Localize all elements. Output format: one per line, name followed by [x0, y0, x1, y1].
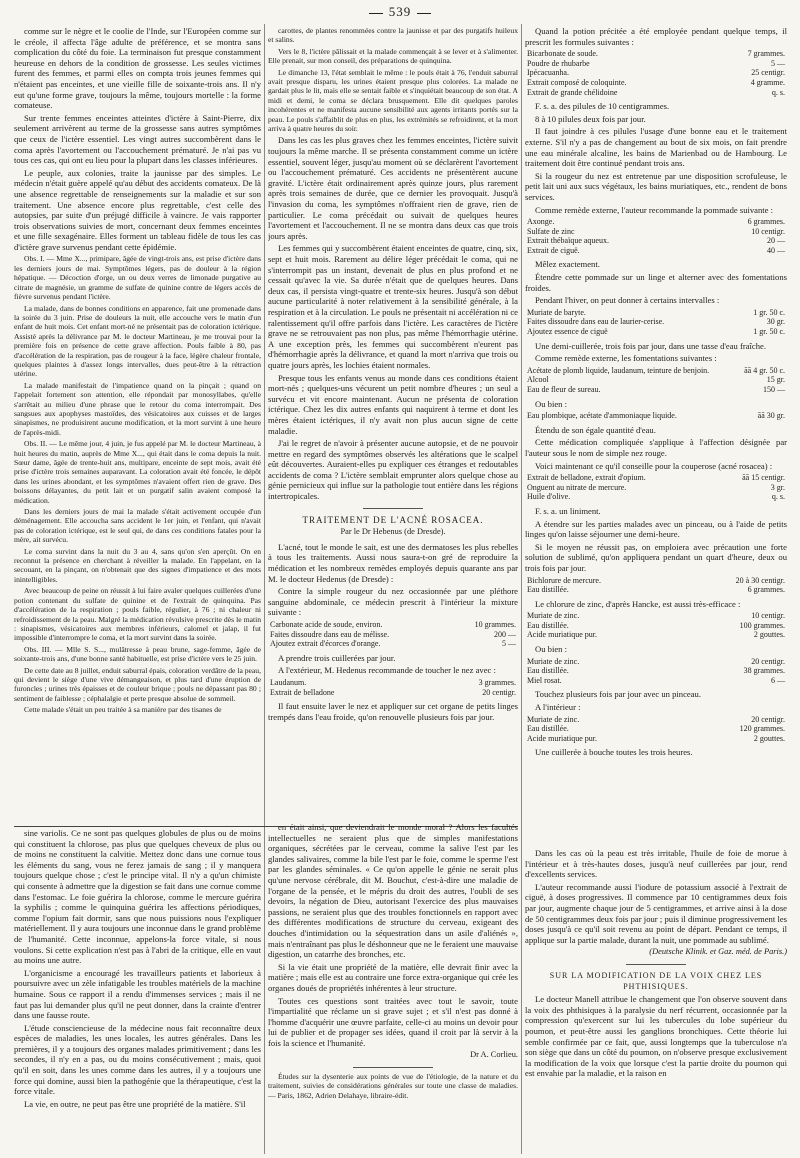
paragraph: L'organicisme a encouragé les travailleurs patients et laborieux à poursuivre avec un zèle infatigable les troubles matériels de la machine humaine. Sous ce rapport il a rendu d'immenses services ; mais il ne faut pas lui demander plus qu'il ne peut donner, dans la crainte d'entrer dans une fausse route.: [14, 967, 261, 1021]
rx-row: Laudanum. 3 grammes.: [270, 677, 516, 687]
rx-row: Muriate de zinc. 20 centigr.: [527, 656, 785, 666]
signature: Dr A. Corlieu.: [470, 1050, 518, 1060]
paragraph: L'étude consciencieuse de la médecine nous fait reconnaître deux espèces de maladies, les unes locales, les autres générales. Dans les premières, il y a toujours des organes malades primitivement ; dans les secondes, il n'y en a pas, ou du moins consécutivement ; mais, quoi qu'il en soit, dans les unes comme dans les autres, il y a toujours une force qui domine, aussi bien la pathogénie que la thérapeutique, c'est la force vitale.: [14, 1022, 261, 1097]
rx-row: Faites dissoudre dans eau de laurier-cerise. 30 gr.: [527, 317, 785, 327]
paragraph: Étendu de son égale quantité d'eau.: [535, 424, 656, 435]
paragraph: Toutes ces questions sont traitées avec tout le savoir, toute l'impartialité que réclame un si grave sujet ; et s'il n'est pas donné à l'homme d'acquérir une œuvre parfaite, celle-ci au moins un devoir pour lui de publier et de propager ses idées, quand il croit par là servir à la fois la science et l'humanité.: [268, 995, 518, 1048]
paragraph: Presque tous les enfants venus au monde dans ces conditions étaient mort-nés ; quelques-uns vécurent un petit nombre d'heures ; un seul a survécu et vit encore maintenant. Aucun ne présenta de coloration ictérique. Chez les dix autres enfants qui naquirent à terme et dont les mères étaient ictériques, il n'y avait non plus aucun signe de cette maladie.: [268, 372, 518, 436]
observation: Avec beaucoup de peine on réussit à lui faire avaler quelques cuillerées d'une potion contenant du sulfate de quinine et de l'extrait de quinquina. Pas d'accélération de la respiration ; pouls faible, régulier, à 76 ; ni chaleur ni refroidissement de la peau. Malgré la médication révulsive prescrite dès le matin : sinapismes, vésicatoires aux membres inférieurs, calomel et jalap, il fut impossible d'interrompre le coma, et la mort survint dans la soirée.: [14, 586, 261, 643]
prescription: [268, 678, 518, 697]
rx-row: Ipécacuanha. 25 centigr.: [527, 68, 785, 78]
paragraph: Touchez plusieurs fois par jour avec un pinceau.: [535, 689, 701, 700]
prescription: [525, 715, 787, 744]
paragraph: A l'extérieur, M. Hedenus recommande de toucher le nez avec :: [278, 665, 496, 676]
paragraph: Ou bien :: [535, 398, 567, 409]
paragraph: Dans les cas où la peau est très irritable, l'huile de foie de morue à l'intérieur et à très-hautes doses, jusqu'à neuf cuillerées par jour, rend d'excellents services.: [525, 848, 787, 880]
rx-row: Eau distillée. 38 grammes.: [527, 666, 785, 676]
rx-row: Eau distillée. 120 grammes.: [527, 724, 785, 734]
section-rule: [626, 964, 686, 965]
observation: La malade manifestait de l'impatience quand on la pinçait ; quand on l'appelait fortement son attention, elle répondait par monosyllabes, qu'elle s'arrêtait au milieu d'une phrase que le retour du coma interrompait. Des sangsues aux apophyses mastoïdes, des vésicatoires aux cuisses et de larges sinapismes, ne produisirent aucune modification, et la mort survint à une heure de l'après-midi.: [14, 380, 261, 437]
rx-row: Extrait de belladone, extrait d'opium. āā 15 centigr.: [527, 473, 785, 483]
rx-row: Eau de fleur de sureau. 150 —: [527, 385, 785, 394]
section-rule: [353, 1067, 433, 1068]
page-header: [0, 4, 800, 24]
paragraph: J'ai le regret de n'avoir à présenter aucune autopsie, et de ne pouvoir mettre en regard des symptômes observés les altérations que le scalpel eût découvertes. Auraient-elles pu expliquer ces étranges et redoutables accidents de coma ? L'ictère semblait emprunter alors quelque chose au génie pernicieux qui influe sur la pathologie tout entière dans les régions intertropicales.: [268, 438, 518, 502]
rx-row: Extrait de ciguë. 40 —: [527, 245, 785, 255]
paragraph: Si la rougeur du nez est entretenue par une disposition scrofuleuse, le petit lait uni aux sucs végétaux, les bains muriatiques, etc., rendent de bons services.: [525, 170, 787, 202]
rx-row: Extrait de grande chélidoine q. s.: [527, 87, 785, 97]
bottom-column-1: [14, 828, 261, 1154]
rx-row: Extrait de belladone 20 centigr.: [270, 687, 516, 697]
paragraph: 8 à 10 pilules deux fois par jour.: [535, 113, 646, 124]
rx-row: Ajoutez extrait d'écorces d'orange. 5 —: [270, 639, 516, 649]
paragraph: Quand la potion précitée a été employée pendant quelque temps, il prescrit les formules suivantes :: [525, 26, 787, 47]
paragraph: Ou bien :: [535, 644, 567, 655]
prescription: [525, 49, 787, 97]
paragraph: F. s. a. un liniment.: [535, 505, 601, 516]
paragraph: Le chlorure de zinc, d'après Hancke, est aussi très-efficace :: [535, 598, 741, 609]
prescription: [525, 217, 787, 255]
rx-row: Carbonate acide de soude, environ. 10 grammes.: [270, 620, 516, 629]
rx-row: Miel rosat. 6 —: [527, 675, 785, 685]
paragraph: A prendre trois cuillerées par jour.: [278, 652, 396, 663]
paragraph: Si le moyen ne réussit pas, on emploiera avec précaution une forte solution de sublimé, qu'on appliquera pendant un quart d'heure, deux ou trois fois par jour.: [525, 541, 787, 573]
paragraph: La vie, en outre, ne peut pas être une propriété de la matière. S'il: [24, 1098, 246, 1109]
prescription: [525, 473, 787, 502]
rx-row: Onguent au nitrate de mercure. 3 gr.: [527, 482, 785, 492]
paragraph: Il faut joindre à ces pilules l'usage d'une bonne eau et le traitement externe. S'il n'y a pas de changement au bout de six mois, on fait prendre une eau minérale alcaline, les bains de Marienbad ou de Hambourg. Le traitement doit être continué pendant trois ans.: [525, 126, 787, 169]
column-divider: [521, 24, 522, 1154]
section-rule: [363, 508, 423, 509]
paragraph: L'acné, tout le monde le sait, est une des dermatoses les plus rebelles à tous les traitements. Aussi nous saura-t-on gré de reproduire la médication et les nombreux remèdes employés depuis quarante ans par M. le docteur Hedenus (de Dresde) :: [268, 541, 518, 584]
rx-row: Acide muriatique pur. 2 gouttes.: [527, 733, 785, 743]
paragraph: A étendre sur les parties malades avec un pinceau, ou à l'aide de petits linges qu'on laisse séjourner une demi-heure.: [525, 518, 787, 540]
prescription: [525, 308, 787, 337]
column-3: [525, 26, 787, 844]
rx-row: Ajoutez essence de ciguë 1 gr. 50 c.: [527, 327, 785, 337]
rx-row: Acide muriatique pur. 2 gouttes.: [527, 630, 785, 640]
paragraph: Étendre cette pommade sur un linge et alterner avec des fomentations froides.: [525, 272, 787, 293]
observation: Dans les derniers jours de mai la malade s'était activement occupée d'un déménagement. Elle accoucha sans accident le 1er juin, et l'enfant, qui n'avait pas de coloration ictérique, est le seul qui, de dans ces conditions fatales pour la mère, ait survécu.: [14, 507, 261, 545]
paragraph: Comme remède externe, les fomentations suivantes :: [535, 353, 717, 364]
paragraph: Voici maintenant ce qu'il conseille pour la couperose (acné rosacea) :: [535, 460, 773, 471]
prescription: [268, 620, 518, 649]
observation: De cette date au 8 juillet, enduit saburral épais, coloration verdâtre de la peau, qui devient le siège d'une vive démangeaison, et plus tard d'une éruption de furoncles ; urines très épaisses et de couleur brique ; pouls ne dépassant pas 80 ; sentiment de faiblesse ; céphalalgie et perte presque absolue de sommeil.: [14, 665, 261, 703]
observation: La malade, dans de bonnes conditions en apparence, fait une promenade dans la soirée du 3 juin. Prise de douleurs la nuit, elle accouche vers le matin d'un enfant de huit mois. Cet enfant mort-né ne présentait pas de coloration ictérique. Assisté après la délivrance par M. le docteur Martineau, je me trouvai pour la première fois en présence de cette grave affection. Pouls faible à 80, pas d'accélération de la respiration, pas de rougeur à la face, légère chaleur frontale, quelques plaintes à d'assez longs intervalles, dues peut-être à la rétraction utérine.: [14, 303, 261, 379]
rx-row: Bichlorure de mercure. 20 à 30 centigr.: [527, 575, 785, 585]
rx-row: Extrait thébaïque aqueux. 20 —: [527, 236, 785, 246]
rx-row: Bicarbonate de soude. 7 grammes.: [527, 49, 785, 59]
observation: Le coma survint dans la nuit du 3 au 4, sans qu'on s'en aperçût. On en reconnut la présence en cherchant à réveiller la malade. En l'appelant, en la secouant, en la pinçant, on n'obtenait que des signes d'impatience et des mots inintelligibles.: [14, 546, 261, 584]
paragraph: L'auteur recommande aussi l'iodure de potassium associé à l'extrait de ciguë, à doses progressives. Il commence par 10 centigrammes deux fois par jour, augmente chaque jour de 5 centigrammes, et arrive ainsi à la dose de 50 centigrammes deux fois par jour ; puis il diminue progressivement les doses jusqu'à ce qu'il soit revenu au point de départ. Pendant ce temps, il applique sur la partie malade, durant la nuit, une pommade au sublimé.: [525, 881, 787, 945]
section-title: TRAITEMENT DE L'ACNÉ ROSACEA.: [302, 514, 484, 525]
paragraph: F. s. a. des pilules de 10 centigrammes.: [535, 101, 670, 112]
prescription: [525, 411, 787, 421]
paragraph: Le docteur Manell attribue le changement que l'on observe souvent dans la voix des phthisiques à la paralysie du nerf récurrent, occasionnée par la compression qu'exercent sur lui les tubercules du lobe supérieur du poumon, et peut-être aussi les ganglions bronchiques. Cette théorie lui semble confirmée par ce fait, que, aussi longtemps que la tuberculose n'a son siège que dans un côté du poumon, on n'observe presque exclusivement la modification de la voix que lorsque c'est la partie droite du poumon qui est envahie par la maladie, et la raison en: [525, 994, 787, 1079]
rx-row: Sulfate de zinc 10 centigr.: [527, 226, 785, 236]
observation: Obs. I. — Mme X..., primipare, âgée de vingt-trois ans, est prise d'ictère dans les derniers jours de mai. Symptômes légers, pas de douleur à la région hépatique. — Décoction d'orge, un ou deux verres de limonade purgative au citrate de magnésie, un gramme de sulfate de quinine contre de légers accès de fièvre survenus pendant l'ictère.: [14, 254, 261, 302]
paragraph: Pendant l'hiver, on peut donner à certains intervalles :: [535, 295, 720, 306]
rx-row: Extrait composé de coloquinte. 4 gramme.: [527, 77, 785, 87]
prescription: [525, 576, 787, 595]
paragraph: Les femmes qui y succombèrent étaient enceintes de quatre, cinq, six, sept et huit mois. Rarement au délire léger précédait le coma, qui ne s'interrompit pas un instant, devenait de plus en plus profond et ne cessait qu'avec la vie. Sa durée n'était que de quelques heures. Dans deux cas, il persista vingt-quatre et trente-six heures. Jusqu'à son début aucune particularité à noter relativement à la sensibilité générale, à la respiration et à la circulation. Le pouls ne présentait ni accélération ni ce ralentissement qu'il offre parfois dans l'ictère. Les caractères de l'ictère grave ne se retrouvaient pas non plus, pas même l'hémorrhagie utérine. A une exception près, les femmes qui succombèrent n'eurent pas d'hémorrhagie après la délivrance, et quand la mort n'arriva que trois ou quatre jours après, les lochies étaient normales.: [268, 243, 518, 370]
observation: Obs. II. — Le même jour, 4 juin, je fus appelé par M. le docteur Martineau, à huit heures du matin, auprès de Mme X..., qui était dans le coma depuis la nuit. Sœur dame, âgée de trente-huit ans, multipare, enceinte de sept mois, avait été prise d'ictère trois semaines auparavant. La coloration avait été foncée, le dépôt dans les urines abondant, et les symptômes n'avaient offert rien de grave. Des boissons délayantes, du petit lait et un purgatif salin avaient composé la médication.: [14, 439, 261, 505]
section-title: SUR LA MODIFICATION DE LA VOIX CHEZ LES PHTHISIQUES.: [549, 970, 763, 991]
rx-row: Eau distillée. 100 grammes.: [527, 620, 785, 630]
paragraph: comme sur le nègre et le coolie de l'Inde, sur l'Européen comme sur le créole, il affecta l'âge adulte de préférence, et se montra sans complication du côté du foie. La terminaison fut presque constamment heureuse en dehors de la condition de grossesse. Les seules victimes furent des femmes, et parmi elles on compta trois jeunes femmes qui n'étaient pas enceintes, et une vieille fille de soixante-trois ans. Il n'y eut qu'une forme grave, toujours la même, toujours mortelle : la forme comateuse.: [14, 26, 261, 111]
paragraph: Mêlez exactement.: [535, 259, 600, 270]
prescription: [525, 657, 787, 686]
page-number: 539: [388, 4, 412, 19]
observation: Cette malade s'était un peu traitée à sa manière par des tisanes de: [24, 705, 222, 715]
paragraph: carottes, de plantes renommées contre la jaunisse et par des purgatifs huileux et salins.: [268, 26, 518, 45]
paragraph: Il faut ensuite laver le nez et appliquer sur cet organe de petits linges trempés dans l'eau froide, qu'on renouvelle plusieurs fois par jour.: [268, 701, 518, 722]
column-2: [268, 26, 518, 758]
rx-row: Muriate de zinc. 20 centigr.: [527, 714, 785, 724]
paragraph: Le peuple, aux colonies, traite la jaunisse par des simples. Le médecin n'était guère appelé qu'au début des accidents comateux. De là une absence regrettable de renseignements sur la maladie et sur son traitement. Une absence encore plus regrettable, c'est celle des autopsies, par suite d'un préjugé difficile à vaincre. Je vais rapporter trois observations suivies de mort, concernant deux femmes enceintes et une fille sexagénaire. Elles forment un tableau fidèle de tous les cas d'ictère grave survenus pendant cette épidémie.: [14, 167, 261, 252]
rx-row: Poudre de rhubarbe 5 —: [527, 58, 785, 68]
prescription: [525, 366, 787, 395]
rx-row: Eau distillée. 6 grammes.: [527, 585, 785, 595]
paragraph: A l'intérieur :: [535, 702, 581, 713]
column-divider: [264, 24, 265, 1154]
book-reference: Études sur la dysenterie aux points de vue de l'étiologie, de la nature et du traitement, suivies de considérations générales sur toute une classe de maladies. — Paris, 1862, Adrien Delahaye, libraire-édit.: [268, 1072, 518, 1100]
bottom-column-2: [268, 822, 518, 1154]
rx-row: Axonge. 6 grammes.: [527, 217, 785, 227]
prescription: [525, 611, 787, 640]
byline: Par le Dr Hebenus (de Dresde).: [340, 527, 446, 537]
citation: (Deutsche Klinik. et Gaz. méd. de Paris.): [649, 947, 787, 957]
paragraph: en était ainsi, que deviendrait le monde moral ? Alors les facultés intellectuelles ne seraient plus que de simples manifestations organiques, sécrétées par le cerveau, comme la salive l'est par les glandes salivaires, comme la bile l'est par le foie, comme le sperme l'est par les glandes séminales. « Ce qu'on appelle le génie ne serait plus qu'une nervose cérébrale, dit M. Bouchut, c'est-à-dire une maladie de l'organe de la pensée, et le mépris du droit des autres, l'oubli de ses devoirs, la négation de Dieu, autorisant l'exercice des plus mauvaises passions, ne seraient plus que des troubles fonctionnels en rapport avec des différentes modifications de structure du cerveau, exigeant des douches d'intimidation ou la séquestration dans un asile d'aliénés », mais n'entraînant pas plus le déshonneur que ne le feraient une mauvaise digestion, un catarrhe des bronches, etc.: [268, 822, 518, 960]
paragraph: Dans les cas les plus graves chez les femmes enceintes, l'ictère suivit toujours la même marche. Il se présenta constamment comme un ictère essentiel, souvent léger, jusqu'au moment où se déclarèrent l'avortement ou l'accouchement prématuré. Ces accidents ne présentèrent aucune gravité. L'ictère était ordinairement après quinze jours, plus rarement après trois semaines de durée, que ce dernier les provoquait. Jusqu'à l'invasion du coma, les symptômes n'offraient rien de grave, rien de particulier. Le coma précédait ou suivait de quelques heures l'avortement et l'accouchement. Il ne se montra dans deux cas que trois jours après.: [268, 135, 518, 241]
paragraph: Une cuillerée à bouche toutes les trois heures.: [535, 747, 693, 758]
observation: Obs. III. — Mlle S. S..., mulâtresse à peau brune, sage-femme, âgée de soixante-trois ans, d'une bonne santé habituelle, est prise d'ictère vers le 25 juin.: [14, 644, 261, 664]
paragraph: Une demi-cuillerée, trois fois par jour, dans une tasse d'eau fraîche.: [535, 340, 766, 351]
bottom-column-3: [525, 848, 787, 1154]
paragraph: Sur trente femmes enceintes atteintes d'ictère à Saint-Pierre, dix seulement arrivèrent au terme de la grossesse sans autres symptômes que ceux de l'ictère essentiel. Les vingt autres succombèrent dans le coma après l'avortement ou l'accouchement prématuré. Je n'ai pas vu tous ces cas, qui ont eu lieu pour la plupart dans les classes inférieures.: [14, 112, 261, 166]
paragraph: Contre la simple rougeur du nez occasionnée par une pléthore sanguine abdominale, ce médecin prescrit à l'intérieur la mixture suivante :: [268, 586, 518, 618]
rx-row: Faites dissoudre dans eau de mélisse. 200 —: [270, 629, 516, 639]
paragraph: Vers le 8, l'ictère pâlissait et la malade commençait à se lever et à s'alimenter. Elle prenait, sur mon conseil, des préparations de quinquina.: [268, 46, 518, 66]
paragraph: sine variolis. Ce ne sont pas quelques globules de plus ou de moins qui constituent la chlorose, pas plus que quelques cheveux de plus ou de moins ne constituent la calvitie. Mettez donc dans une cornue tous les éléments du sang, vous ne ferez jamais de sang ; il y manquera toujours quelque chose ; c'est le principe vital. Il n'y a qu'un chimiste qui consente à admettre que la digestion se fait dans une cornue comme dans l'estomac. Le foie guérira la chlorose, comme le mercure guérira la syphilis ; comme le quinquina guérira les affections périodiques, comme l'opium fait dormir, sans que nous puissions nous l'expliquer matériellement. Il y aura toujours une inconnue dans le grand problème de l'humanité. Cette inconnue, appelons-la force vitale, si nous voulons. Si cette explication n'est pas à l'abri de la critique, elle en vaut au moins une autre.: [14, 828, 261, 966]
rx-row: Huile d'olive. q. s.: [527, 492, 785, 502]
rx-row: Eau plombique, acétate d'ammoniaque liquide. āā 30 gr.: [527, 411, 785, 421]
paragraph: Cette médication compliquée s'applique à l'affection désignée par l'auteur sous le nom de simple nez rouge.: [525, 437, 787, 458]
rx-row: Muriate de baryte. 1 gr. 50 c.: [527, 307, 785, 317]
rx-row: Acétate de plomb liquide, laudanum, teinture de benjoin. āā 4 gr. 50 c.: [527, 365, 785, 375]
rx-row: Alcool 15 gr.: [527, 375, 785, 385]
paragraph: Le dimanche 13, l'état semblait le même : le pouls était à 76, l'enduit saburral avait presque disparu, les urines étaient presque plus colorées. La malade ne gardait plus le lit, mais elle se sentait faible et s'inquiétait beaucoup de son état. A midi et demi, le coma se déclara brusquement. Elle dit quelques paroles incohérentes et ne manifesta aucune sensibilité aux agents irritants portés sur la peau. Le pouls s'affaiblit de plus en plus, les extrémités se refroidirent, et la mort arriva à quatre heures du soir.: [268, 67, 518, 134]
paragraph: Si la vie était une propriété de la matière, elle devrait finir avec la matière ; mais elle est au contraire une force extra-organique qui crée les organes doués de propriétés inhérentes à leur structure.: [268, 961, 518, 993]
paragraph: Comme remède externe, l'auteur recommande la pommade suivante :: [535, 204, 774, 215]
rx-row: Muriate de zinc. 10 centigr.: [527, 611, 785, 621]
column-1: [14, 26, 261, 824]
